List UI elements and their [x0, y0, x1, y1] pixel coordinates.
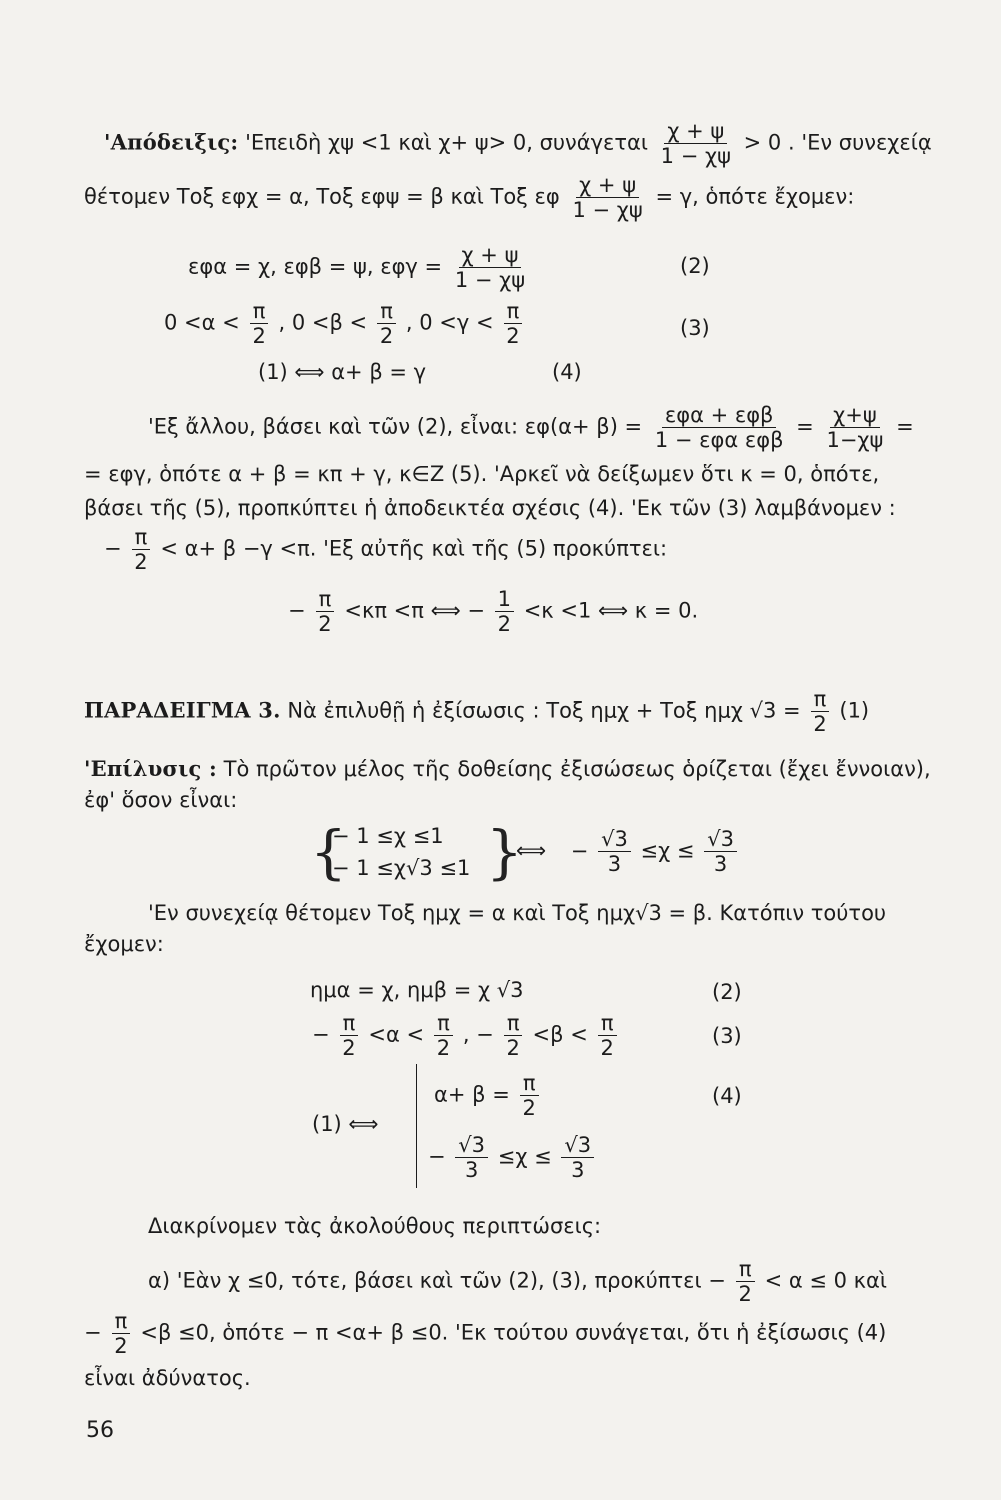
- fraction: $\frac{\pi}{2}$: [503, 1012, 522, 1059]
- fraction: $\frac{\pi}{2}$: [810, 688, 829, 735]
- solution-eq-4-line-1: α+ β = $\frac{\pi}{2}$: [434, 1072, 542, 1119]
- fraction: $\frac{1}{2}$: [495, 588, 514, 635]
- fraction: $\frac{\pi}{2}$: [249, 300, 268, 347]
- fraction: $\frac{\pi}{2}$: [339, 1012, 358, 1059]
- fraction: $\frac{\chi + \psi}{1 - \chi\psi}$: [454, 243, 526, 293]
- proof-eq-3: 0 <α < $\frac{\pi}{2}$ , 0 <β < $\frac{\pi}{2}$ , 0 <γ < $\frac{\pi}{2}$: [164, 300, 526, 347]
- fraction: $\frac{√3}{3}$: [598, 828, 631, 875]
- system-bracket: [416, 1064, 425, 1188]
- example-heading: ΠΑΡΑΔΕΙΓΜΑ 3. Νὰ ἐπιλυθῇ ἡ ἐξίσωσις : Τοξ ημχ + Τοξ ημχ √3 = $\frac{\pi}{2}$ (1): [84, 687, 870, 737]
- case-a-line-2: − $\frac{\pi}{2}$ <β ≤0, ὁπότε − π <α+ β ≤0. 'Εκ τούτου συνάγεται, ὅτι ἡ ἐξίσωσις (4): [84, 1309, 887, 1359]
- cases-intro: Διακρίνομεν τὰς ἀκολούθους περιπτώσεις:: [148, 1214, 602, 1238]
- fraction: $\frac{\chi+\psi}{1-\chi\psi}$: [826, 403, 884, 453]
- fraction: $\frac{\pi}{2}$: [503, 300, 522, 347]
- case-a-line-3: εἶναι ἀδύνατος.: [84, 1366, 251, 1390]
- fraction: $\frac{\pi}{2}$: [315, 588, 334, 635]
- left-brace: {: [310, 818, 347, 886]
- fraction: $\frac{\pi}{2}$: [598, 1012, 617, 1059]
- fraction: $\frac{\pi}{2}$: [434, 1012, 453, 1059]
- proof-para-2: = εφγ, ὁπότε α + β = κπ + γ, κ∈Ζ (5). 'Αρκεῖ νὰ δείξωμεν ὅτι κ = 0, ὁπότε,: [84, 462, 880, 486]
- right-brace: }: [486, 818, 523, 886]
- proof-para-4: − $\frac{\pi}{2}$ < α+ β −γ <π. 'Εξ αὐτῆς καὶ τῆς (5) προκύπτει:: [104, 525, 668, 575]
- proof-eq-4: (1) ⟺ α+ β = γ: [258, 360, 427, 384]
- fraction: $\frac{\pi}{2}$: [519, 1072, 538, 1119]
- proof-label: 'Απόδειξις:: [104, 129, 239, 155]
- solution-line-1: 'Επίλυσις : Τὸ πρῶτον μέλος τῆς δοθείσης ἐξισώσεως ὁρίζεται (ἔχει ἔννοιαν),: [84, 756, 931, 781]
- fraction: $\frac{\pi}{2}$: [111, 1310, 130, 1357]
- fraction: $\frac{\text{εφα + εφβ}}{\text{1 − εφα εφβ}}$: [654, 403, 784, 453]
- case-a-line-1: α) 'Εὰν χ ≤0, τότε, βάσει καὶ τῶν (2), (3), προκύπτει − $\frac{\pi}{2}$ < α ≤ 0 καὶ: [148, 1257, 887, 1307]
- solution-line-2: ἐφ' ὅσον εἶναι:: [84, 788, 238, 812]
- fraction: $\frac{\pi}{2}$: [377, 300, 396, 347]
- eq-tag: (2): [712, 980, 742, 1004]
- fraction: $\frac{√3}{3}$: [455, 1134, 488, 1181]
- fraction: $\frac{\pi}{2}$: [736, 1258, 755, 1305]
- fraction: $\frac{√3}{3}$: [704, 828, 737, 875]
- eq-tag: (3): [680, 316, 710, 340]
- fraction: $\frac{\pi}{2}$: [131, 526, 150, 573]
- solution-eq-4-lhs: (1) ⟺: [312, 1112, 379, 1136]
- proof-para-3: βάσει τῆς (5), προπκύπτει ἡ ἀποδεικτέα σχέσις (4). 'Εκ τῶν (3) λαμβάνομεν :: [84, 496, 896, 520]
- solution-line-4: ἔχομεν:: [84, 932, 164, 956]
- eq-tag: (4): [712, 1084, 742, 1108]
- proof-eq-2: εφα = χ, εφβ = ψ, εφγ = $\frac{\chi + \psi}{1 - \chi\psi}$: [188, 244, 531, 291]
- proof-para-1: 'Εξ ἄλλου, βάσει καὶ τῶν (2), εἶναι: εφ(α+ β) = $\frac{\text{εφα + εφβ}}{\text{1 − εφα εφβ}}$ = $\frac{\chi+\psi}{1-\chi\psi}$ =: [148, 403, 914, 453]
- eq-tag: (4): [552, 360, 582, 384]
- example-label: ΠΑΡΑΔΕΙΓΜΑ 3.: [84, 697, 281, 723]
- page-number: 56: [86, 1418, 114, 1443]
- fraction: $\frac{√3}{3}$: [561, 1134, 594, 1181]
- proof-line-2: θέτομεν Τοξ εφχ = α, Τοξ εφψ = β καὶ Τοξ εφ $\frac{\chi + \psi}{1 - \chi\psi}$ = γ, ὁπότε ἔχομεν:: [84, 173, 855, 223]
- system-line-2: − 1 ≤χ√3 ≤1: [332, 856, 471, 880]
- eq-tag: (3): [712, 1024, 742, 1048]
- fraction: $\frac{\chi + \psi}{1 - \chi\psi}$: [572, 173, 643, 223]
- proof-line-1: 'Απόδειξις: 'Επειδὴ χψ <1 καὶ χ+ ψ> 0, συνάγεται $\frac{\chi + \psi}{1 - \chi\psi}$ > 0 . 'Εν συνεχείᾳ: [104, 119, 932, 169]
- system-result: ⟺ − $\frac{√3}{3}$ ≤χ ≤ $\frac{√3}{3}$: [516, 828, 740, 875]
- proof-para-5: − $\frac{\pi}{2}$ <κπ <π ⟺ − $\frac{1}{2}$ <κ <1 ⟺ κ = 0.: [288, 587, 699, 637]
- eq-tag: (2): [680, 254, 710, 278]
- solution-eq-4-line-2: − $\frac{√3}{3}$ ≤χ ≤ $\frac{√3}{3}$: [428, 1134, 597, 1181]
- solution-eq-3: − $\frac{\pi}{2}$ <α < $\frac{\pi}{2}$ , − $\frac{\pi}{2}$ <β < $\frac{\pi}{2}$: [312, 1012, 620, 1059]
- solution-line-3: 'Εν συνεχείᾳ θέτομεν Τοξ ημχ = α καὶ Τοξ ημχ√3 = β. Κατόπιν τούτου: [148, 901, 887, 925]
- solution-eq-2: ημα = χ, ημβ = χ √3: [310, 978, 524, 1002]
- fraction: $\frac{\chi + \psi}{1 - \chi\psi}$: [660, 119, 731, 169]
- system-line-1: − 1 ≤χ ≤1: [332, 824, 444, 848]
- solution-label: 'Επίλυσις :: [84, 756, 217, 781]
